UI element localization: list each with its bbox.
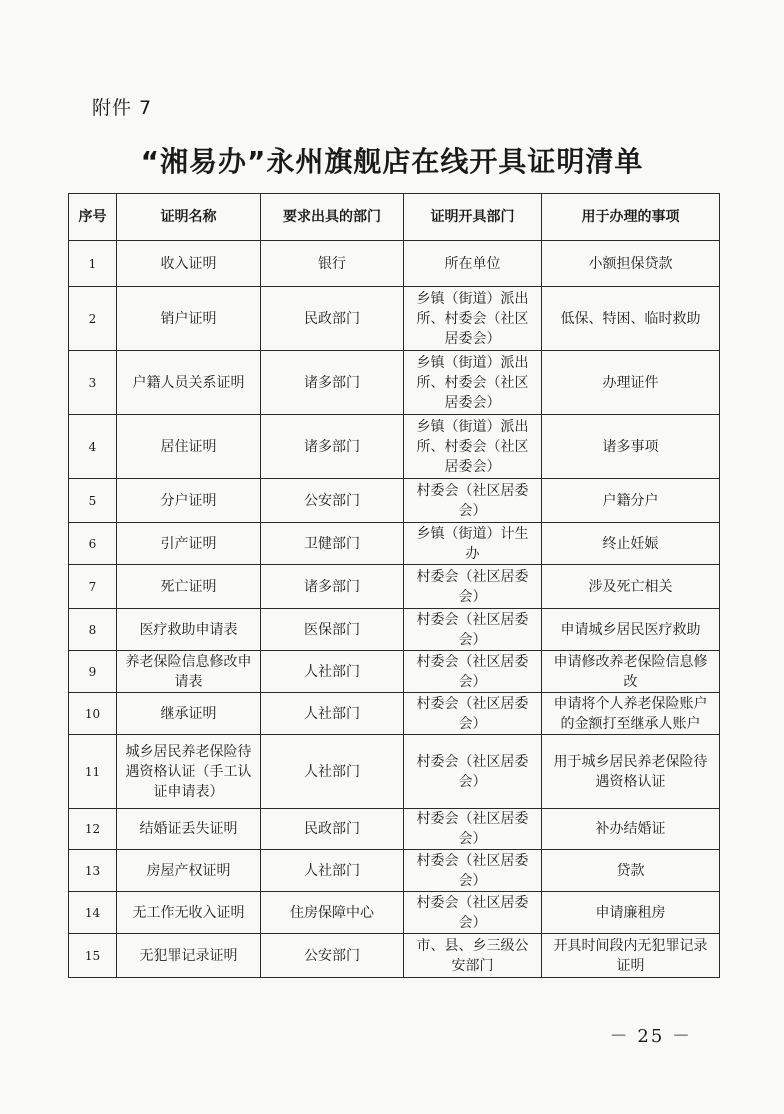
certificate-name: 死亡证明 xyxy=(117,565,261,609)
row-no: 7 xyxy=(69,565,117,609)
table-row xyxy=(69,565,720,609)
header-requiring-dept: 要求出具的部门 xyxy=(261,194,404,241)
purpose: 申请修改养老保险信息修改 xyxy=(542,651,720,693)
certificate-name: 无犯罪记录证明 xyxy=(117,934,261,978)
table-row xyxy=(69,892,720,934)
purpose: 申请廉租房 xyxy=(542,892,720,934)
document-title: “湘易办”永州旗舰店在线开具证明清单 xyxy=(140,145,644,178)
row-no: 13 xyxy=(69,850,117,892)
issuing-dept: 村委会（社区居委会） xyxy=(404,609,542,651)
requiring-dept: 人社部门 xyxy=(261,693,404,735)
purpose: 用于城乡居民养老保险待遇资格认证 xyxy=(542,735,720,809)
certificate-list-table xyxy=(68,193,720,978)
purpose: 小额担保贷款 xyxy=(542,241,720,287)
certificate-name: 无工作无收入证明 xyxy=(117,892,261,934)
requiring-dept: 诸多部门 xyxy=(261,415,404,479)
table-row xyxy=(69,735,720,809)
table-row xyxy=(69,415,720,479)
row-no: 3 xyxy=(69,351,117,415)
table-row xyxy=(69,351,720,415)
issuing-dept: 所在单位 xyxy=(404,241,542,287)
requiring-dept: 医保部门 xyxy=(261,609,404,651)
purpose: 涉及死亡相关 xyxy=(542,565,720,609)
certificate-name: 城乡居民养老保险待遇资格认证（手工认证申请表） xyxy=(117,735,261,809)
issuing-dept: 村委会（社区居委会） xyxy=(404,892,542,934)
certificate-name: 继承证明 xyxy=(117,693,261,735)
row-no: 1 xyxy=(69,241,117,287)
requiring-dept: 民政部门 xyxy=(261,809,404,850)
table-row xyxy=(69,523,720,565)
issuing-dept: 乡镇（街道）计生办 xyxy=(404,523,542,565)
purpose: 申请城乡居民医疗救助 xyxy=(542,609,720,651)
issuing-dept: 村委会（社区居委会） xyxy=(404,565,542,609)
table-row xyxy=(69,479,720,523)
certificate-name: 医疗救助申请表 xyxy=(117,609,261,651)
attachment-label: 附件 7 xyxy=(92,97,153,119)
issuing-dept: 乡镇（街道）派出所、村委会（社区居委会） xyxy=(404,287,542,351)
requiring-dept: 公安部门 xyxy=(261,479,404,523)
row-no: 10 xyxy=(69,693,117,735)
certificate-name: 结婚证丢失证明 xyxy=(117,809,261,850)
table-row xyxy=(69,693,720,735)
table-row xyxy=(69,850,720,892)
purpose: 低保、特困、临时救助 xyxy=(542,287,720,351)
row-no: 5 xyxy=(69,479,117,523)
page-number: － 25 － xyxy=(609,1026,692,1047)
purpose: 申请将个人养老保险账户的金额打至继承人账户 xyxy=(542,693,720,735)
requiring-dept: 诸多部门 xyxy=(261,351,404,415)
requiring-dept: 人社部门 xyxy=(261,735,404,809)
row-no: 4 xyxy=(69,415,117,479)
table-row xyxy=(69,809,720,850)
table-row xyxy=(69,287,720,351)
requiring-dept: 银行 xyxy=(261,241,404,287)
row-no: 12 xyxy=(69,809,117,850)
requiring-dept: 民政部门 xyxy=(261,287,404,351)
header-name: 证明名称 xyxy=(117,194,261,241)
table-row xyxy=(69,651,720,693)
requiring-dept: 住房保障中心 xyxy=(261,892,404,934)
requiring-dept: 卫健部门 xyxy=(261,523,404,565)
issuing-dept: 村委会（社区居委会） xyxy=(404,809,542,850)
row-no: 8 xyxy=(69,609,117,651)
row-no: 2 xyxy=(69,287,117,351)
certificate-name: 养老保险信息修改申请表 xyxy=(117,651,261,693)
row-no: 14 xyxy=(69,892,117,934)
issuing-dept: 市、县、乡三级公安部门 xyxy=(404,934,542,978)
purpose: 补办结婚证 xyxy=(542,809,720,850)
header-purpose: 用于办理的事项 xyxy=(542,194,720,241)
header-issuing-dept: 证明开具部门 xyxy=(404,194,542,241)
requiring-dept: 人社部门 xyxy=(261,651,404,693)
table-row xyxy=(69,241,720,287)
certificate-name: 分户证明 xyxy=(117,479,261,523)
certificate-name: 销户证明 xyxy=(117,287,261,351)
row-no: 15 xyxy=(69,934,117,978)
purpose: 办理证件 xyxy=(542,351,720,415)
issuing-dept: 乡镇（街道）派出所、村委会（社区居委会） xyxy=(404,415,542,479)
certificate-name: 收入证明 xyxy=(117,241,261,287)
issuing-dept: 村委会（社区居委会） xyxy=(404,479,542,523)
header-no: 序号 xyxy=(69,194,117,241)
table-header-row xyxy=(69,194,720,241)
issuing-dept: 村委会（社区居委会） xyxy=(404,735,542,809)
requiring-dept: 人社部门 xyxy=(261,850,404,892)
certificate-name: 引产证明 xyxy=(117,523,261,565)
issuing-dept: 村委会（社区居委会） xyxy=(404,850,542,892)
table-row xyxy=(69,609,720,651)
issuing-dept: 乡镇（街道）派出所、村委会（社区居委会） xyxy=(404,351,542,415)
requiring-dept: 诸多部门 xyxy=(261,565,404,609)
certificate-name: 户籍人员关系证明 xyxy=(117,351,261,415)
table-row xyxy=(69,934,720,978)
row-no: 9 xyxy=(69,651,117,693)
certificate-name: 房屋产权证明 xyxy=(117,850,261,892)
purpose: 终止妊娠 xyxy=(542,523,720,565)
issuing-dept: 村委会（社区居委会） xyxy=(404,651,542,693)
purpose: 户籍分户 xyxy=(542,479,720,523)
certificate-name: 居住证明 xyxy=(117,415,261,479)
row-no: 6 xyxy=(69,523,117,565)
issuing-dept: 村委会（社区居委会） xyxy=(404,693,542,735)
purpose: 开具时间段内无犯罪记录证明 xyxy=(542,934,720,978)
purpose: 贷款 xyxy=(542,850,720,892)
requiring-dept: 公安部门 xyxy=(261,934,404,978)
purpose: 诸多事项 xyxy=(542,415,720,479)
row-no: 11 xyxy=(69,735,117,809)
